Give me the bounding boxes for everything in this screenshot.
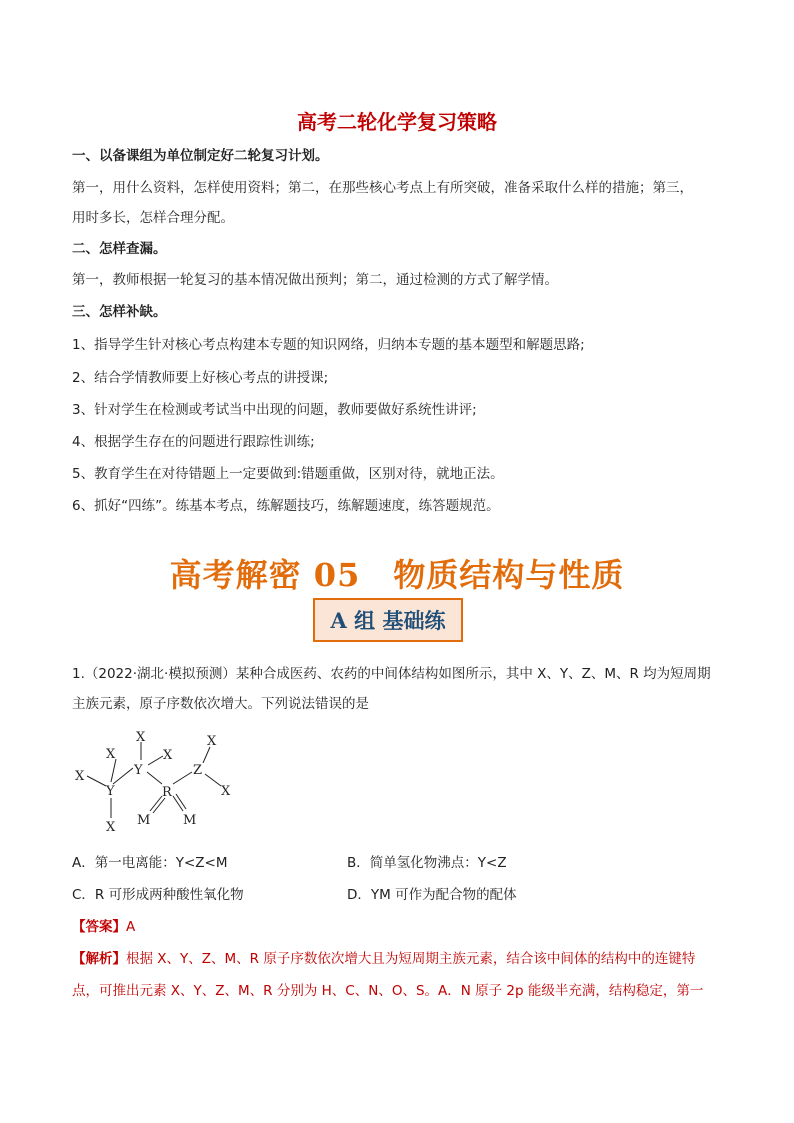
atom-label: Y — [134, 763, 143, 778]
list-item: 1、指导学生针对核心考点构建本专题的知识网络，归纳本专题的基本题型和解题思路; — [72, 337, 585, 353]
option-a: A．第一电离能：Y<Z<M — [72, 855, 228, 871]
question-stem-line-1: 1.（2022·湖北·模拟预测）某种合成医药、农药的中间体结构如图所示，其中 X、Y、Z、M、R 均为短周期 — [72, 666, 711, 682]
paragraph-1-line-2: 用时多长，怎样合理分配。 — [72, 210, 234, 226]
section-title: 高考解密 05 物质结构与性质 — [169, 556, 625, 594]
atom-label: Z — [193, 763, 203, 778]
answer-line — [72, 918, 135, 936]
list-item: 3、针对学生在检测或考试当中出现的问题，教师要做好系统性讲评; — [72, 402, 477, 418]
list-item: 5、教育学生在对待错题上一定要做到:错题重做，区别对待，就地正法。 — [72, 466, 504, 482]
question-stem-line-2: 主族元素，原子序数依次增大。下列说法错误的是 — [72, 696, 369, 712]
answer-label: 【答案】 — [72, 919, 126, 935]
atom-label: Y — [106, 784, 115, 799]
analysis-line-2: 点，可推出元素 X、Y、Z、M、R 分别为 H、C、N、O、S。A．N 原子 2p 能级半充满，结构稳定，第一 — [72, 983, 704, 999]
atom-label: M — [183, 813, 197, 828]
heading-1: 一、以备课组为单位制定好二轮复习计划。 — [72, 148, 329, 164]
paragraph-2: 第一，教师根据一轮复习的基本情况做出预判；第二，通过检测的方式了解学情。 — [72, 272, 558, 288]
paragraph-1-line-1: 第一，用什么资料，怎样使用资料；第二，在那些核心考点上有所突破，准备采取什么样的措施；第三， — [72, 180, 693, 196]
atom-label: X — [106, 747, 116, 762]
atom-label: X — [207, 734, 217, 749]
atom-label: M — [137, 813, 151, 828]
analysis-label: 【解析】 — [72, 951, 126, 967]
atom-label: R — [162, 785, 172, 800]
atom-label: X — [106, 820, 116, 835]
atom-label: X — [221, 784, 231, 799]
heading-2: 二、怎样查漏。 — [72, 241, 167, 257]
list-item: 2、结合学情教师要上好核心考点的讲授课; — [72, 370, 329, 386]
atom-label: X — [136, 730, 146, 745]
group-label-box: A 组 基础练 — [313, 598, 463, 642]
atom-label: X — [75, 769, 85, 784]
molecular-structure-diagram — [70, 728, 250, 853]
atom-label: X — [163, 748, 173, 763]
analysis-text: 根据 X、Y、Z、M、R 原子序数依次增大且为短周期主族元素，结合该中间体的结构中的连键特 — [126, 951, 696, 967]
option-b: B．简单氢化物沸点：Y<Z — [347, 855, 507, 871]
answer-value: A — [126, 919, 136, 935]
option-c: C．R 可形成两种酸性氧化物 — [72, 887, 244, 903]
option-d: D．YM 可作为配合物的配体 — [347, 887, 517, 903]
list-item: 4、根据学生存在的问题进行跟踪性训练; — [72, 434, 315, 450]
heading-3: 三、怎样补缺。 — [72, 304, 167, 320]
strategy-title: 高考二轮化学复习策略 — [297, 110, 497, 134]
analysis-line-1 — [72, 950, 695, 968]
list-item: 6、抓好“四练”。练基本考点，练解题技巧，练解题速度，练答题规范。 — [72, 498, 500, 514]
